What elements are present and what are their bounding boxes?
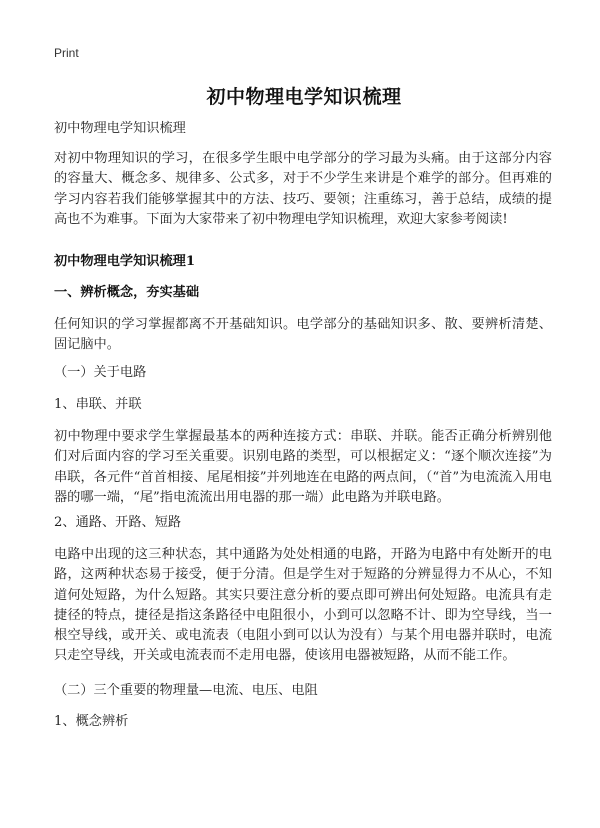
print-link[interactable]: Print — [54, 46, 79, 60]
subsection-heading-circuit: （一）关于电路 — [54, 365, 147, 380]
subsection-heading-quantities: （二）三个重要的物理量—电流、电压、电阻 — [54, 683, 318, 698]
page-title: 初中物理电学知识梳理 — [206, 86, 402, 108]
item-heading-series-parallel: 1、串联、并联 — [54, 397, 142, 412]
part-heading: 一、辨析概念，夯实基础 — [54, 285, 200, 300]
document-subtitle: 初中物理电学知识梳理 — [54, 121, 186, 136]
part-intro-paragraph: 任何知识的学习掌握都离不开基础知识。电学部分的基础知识多、散、要辨析清楚、固记脑中。 — [54, 317, 552, 353]
section-heading: 初中物理电学知识梳理1 — [54, 254, 196, 269]
item-heading-circuit-states: 2、通路、开路、短路 — [54, 515, 182, 530]
series-parallel-paragraph: 初中物理中要求学生掌握最基本的两种连接方式：串联、并联。能否正确分析辨别他们对后面内容的学习至关重要。识别电路的类型，可以根据定义：“逐个顺次连接”为串联，各元件“首首相接、尾尾相接”并列地连在电路的两点间，（“首”为电流流入用电器的哪一端，“尾”指电流流出用电器的那一端）此电路为并联电路。 — [54, 429, 552, 505]
item-heading-concepts: 1、概念辨析 — [54, 714, 129, 729]
circuit-states-paragraph: 电路中出现的这三种状态，其中通路为处处相通的电路，开路为电路中有处断开的电路，这两种状态易于接受，便于分清。但是学生对于短路的分辨显得力不从心，不知道何处短路，为什么短路。其实只要注意分析的要点即可辨出何处短路。电流具有走捷径的特点，捷径是指这条路径中电阻很小，小到可以忽略不计、即为空导线，当一根空导线，或开关、或电流表（电阻小到可以认为没有）与某个用电器并联时，电流只走空导线，开关或电流表而不走用电器，使该用电器被短路，从而不能工作。 — [54, 547, 552, 664]
intro-paragraph: 对初中物理知识的学习，在很多学生眼中电学部分的学习最为头痛。由于这部分内容的容量大、概念多、规律多、公式多，对于不少学生来讲是个难学的部分。但再难的学习内容若我们能够掌握其中的方法、技巧、要领；注重练习，善于总结，成绩的提高也不为难事。下面为大家带来了初中物理电学知识梳理，欢迎大家参考阅读! — [54, 151, 552, 227]
